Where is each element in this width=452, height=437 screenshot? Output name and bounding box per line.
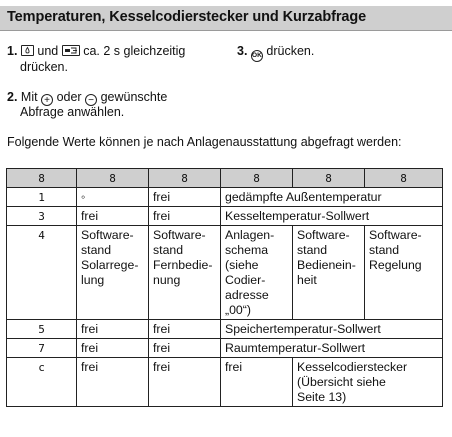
step-2-line2: Abfrage anwählen.: [20, 105, 125, 119]
header-digit-4: 8: [221, 169, 293, 188]
step-3-number: 3.: [237, 44, 248, 58]
table-header-row: [7, 169, 443, 188]
table-cell: frei: [149, 207, 221, 226]
step-1-and: und: [37, 44, 59, 58]
step-3: [237, 43, 314, 62]
table-cell: frei: [77, 207, 149, 226]
intro-text: Folgende Werte können je nach Anlagenausstattung abgefragt werden:: [7, 135, 402, 149]
table-row: [7, 358, 443, 407]
minus-button-icon: −: [85, 94, 97, 106]
table-cell: frei: [149, 339, 221, 358]
hand-key-icon: [62, 45, 80, 56]
row-code: 5: [7, 320, 77, 339]
table-row: [7, 226, 443, 320]
table-cell: Software- stand Fernbedie- nung: [149, 226, 221, 320]
query-values-table: [6, 168, 443, 407]
step-2-text: gewünschte: [100, 90, 168, 104]
table-cell: Software- stand Bedienein- heit: [293, 226, 365, 320]
step-1-text: ca. 2 s gleichzeitig: [83, 44, 186, 58]
table-row: [7, 188, 443, 207]
plus-button-icon: +: [41, 94, 53, 106]
table-cell: frei: [149, 358, 221, 407]
table-cell-span: Raumtemperatur-Sollwert: [221, 339, 443, 358]
table-cell: frei: [149, 320, 221, 339]
table-cell-span: Kesseltemperatur-Sollwert: [221, 207, 443, 226]
table-cell: frei: [77, 320, 149, 339]
flame-key-icon: [21, 45, 34, 56]
table-cell: ◦: [77, 188, 149, 207]
step-1-line2: drücken.: [20, 60, 68, 74]
step-2-mit: Mit: [20, 90, 38, 104]
ok-button-icon: OK: [251, 50, 263, 62]
row-code: 7: [7, 339, 77, 358]
step-1-number: 1.: [7, 44, 18, 58]
table-cell: Anlagen- schema (siehe Codier- adresse „00“): [221, 226, 293, 320]
table-cell: frei: [149, 188, 221, 207]
table-cell-span: Kesselcodierstecker (Übersicht siehe Seite 13): [293, 358, 443, 407]
table-row: [7, 339, 443, 358]
header-digit-6: 8: [365, 169, 443, 188]
header-digit-2: 8: [77, 169, 149, 188]
table-cell: frei: [221, 358, 293, 407]
table-cell: frei: [77, 339, 149, 358]
table-cell: frei: [77, 358, 149, 407]
header-digit-3: 8: [149, 169, 221, 188]
title-bar: [0, 6, 452, 31]
step-2-number: 2.: [7, 90, 18, 104]
table-cell-span: Speichertemperatur-Sollwert: [221, 320, 443, 339]
page-title: Temperaturen, Kesselcodierstecker und Kurzabfrage: [7, 9, 367, 25]
header-digit-5: 8: [293, 169, 365, 188]
row-code: 3: [7, 207, 77, 226]
step-2-oder: oder: [56, 90, 82, 104]
header-digit-1: 8: [7, 169, 77, 188]
step-1: [7, 43, 185, 59]
table-row: [7, 320, 443, 339]
table-row: [7, 207, 443, 226]
step-3-text: drücken.: [266, 44, 315, 58]
table-cell: Software- stand Regelung: [365, 226, 443, 320]
table-cell: Software- stand Solarrege- lung: [77, 226, 149, 320]
table-cell-span: gedämpfte Außentemperatur: [221, 188, 443, 207]
row-code: c: [7, 358, 77, 407]
row-code: 1: [7, 188, 77, 207]
row-code: 4: [7, 226, 77, 320]
